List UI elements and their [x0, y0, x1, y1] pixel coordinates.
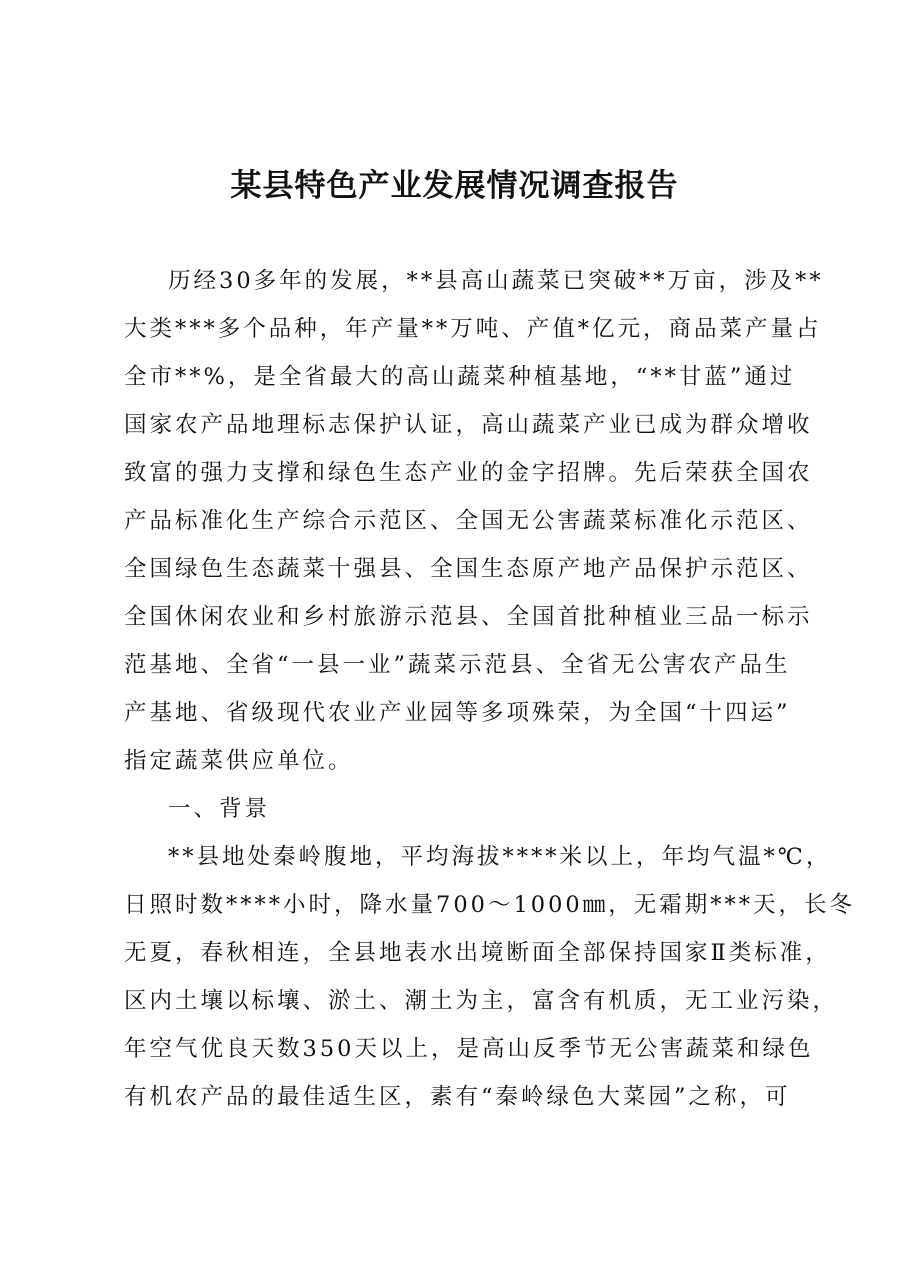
paragraph-1-line: 指定蔬菜供应单位。: [124, 748, 354, 774]
paragraph-1-line: 范基地、全省“一县一业”蔬菜示范县、全省无公害农产品生: [124, 652, 791, 678]
paragraph-1-line: 致富的强力支撑和绿色生态产业的金字招牌。先后荣获全国农: [124, 460, 813, 486]
paragraph-1-line: 国家农产品地理标志保护认证，高山蔬菜产业已成为群众增收: [124, 412, 813, 438]
paragraph-1-line: 全市**%，是全省最大的高山蔬菜种植基地，“**甘蓝”通过: [124, 364, 796, 390]
paragraph-2-line: 有机农产品的最佳适生区，素有“秦岭绿色大菜园”之称，可: [124, 1084, 791, 1110]
document-title: 某县特色产业发展情况调查报告: [230, 168, 679, 204]
paragraph-2-line: 日照时数****小时，降水量700～1000㎜，无霜期***天，长冬: [124, 892, 855, 918]
section-heading: 一、背景: [168, 796, 271, 822]
paragraph-2-line: 年空气优良天数350天以上，是高山反季节无公害蔬菜和绿色: [124, 1036, 814, 1062]
paragraph-2-line: **县地处秦岭腹地，平均海拔****米以上，年均气温*℃，: [168, 844, 832, 870]
paragraph-2-line: 无夏，春秋相连，全县地表水出境断面全部保持国家Ⅱ类标准，: [124, 940, 831, 966]
paragraph-1-line: 产基地、省级现代农业产业园等多项殊荣，为全国“十四运”: [124, 700, 791, 726]
paragraph-1-line: 产品标准化生产综合示范区、全国无公害蔬菜标准化示范区、: [124, 508, 813, 534]
paragraph-2-line: 区内土壤以标壤、淤土、潮土为主，富含有机质，无工业污染，: [124, 988, 839, 1014]
paragraph-1-line: 全国休闲农业和乡村旅游示范县、全国首批种植业三品一标示: [124, 604, 813, 630]
paragraph-1-line: 历经30多年的发展，**县高山蔬菜已突破**万亩，涉及**: [168, 268, 824, 294]
paragraph-1-line: 全国绿色生态蔬菜十强县、全国生态原产地产品保护示范区、: [124, 556, 813, 582]
paragraph-1-line: 大类***多个品种，年产量**万吨、产值*亿元，商品菜产量占: [124, 316, 822, 342]
